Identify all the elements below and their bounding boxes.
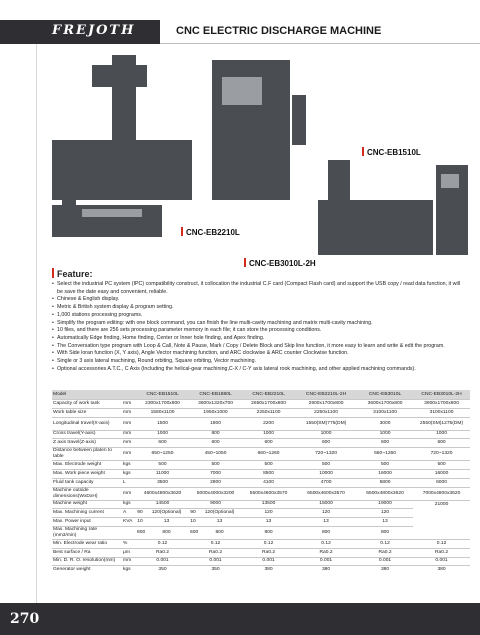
spec-cell: 120 bbox=[357, 509, 413, 518]
feature-item: • Automatically Edge finding, Home finding, Center or Inner hole finding, and Apex finding. bbox=[52, 335, 467, 343]
spec-cell: Ra0.2 bbox=[189, 548, 242, 557]
spec-cell: 1800 bbox=[189, 417, 242, 430]
spec-cell: 5500x4600x3570 bbox=[242, 487, 295, 500]
spec-cell: Max. Machining rate (mm3/min) bbox=[52, 526, 122, 539]
page-number: 270 bbox=[10, 611, 40, 627]
spec-cell: 1000 bbox=[357, 430, 413, 439]
spec-cell: 2250x1100 bbox=[295, 408, 357, 417]
spec-cell: 3100x1100 bbox=[413, 408, 470, 417]
spec-cell: 720~1320 bbox=[413, 448, 470, 461]
spec-cell: 4600x4800x3620 bbox=[136, 487, 189, 500]
spec-cell: 0.12 bbox=[242, 539, 295, 548]
spec-cell: 1000 bbox=[136, 430, 189, 439]
spec-cell: Max. Electrode weight bbox=[52, 461, 122, 470]
spec-cell: 800 bbox=[357, 526, 413, 539]
spec-cell: % bbox=[122, 539, 136, 548]
spec-cell: 380 bbox=[357, 566, 413, 574]
spec-cell: 0.12 bbox=[357, 539, 413, 548]
spec-cell: 2650x1700x800 bbox=[242, 400, 295, 409]
spec-cell: 14500 bbox=[136, 500, 189, 509]
spec-cell: 800 bbox=[189, 430, 242, 439]
spec-cell: 380 bbox=[413, 566, 470, 574]
spec-cell: Z axis travel(Z-axis) bbox=[52, 439, 122, 448]
spec-cell: A bbox=[122, 509, 136, 518]
machine-eb3010l-image bbox=[318, 160, 468, 255]
feature-heading: Feature: bbox=[52, 268, 93, 279]
spec-cell: 7000x4800x3620 bbox=[413, 487, 470, 500]
spec-cell: 0.12 bbox=[189, 539, 242, 548]
spec-cell: Ra0.2 bbox=[357, 548, 413, 557]
spec-cell: 600 bbox=[136, 439, 189, 448]
spec-cell: 660~1260 bbox=[242, 448, 295, 461]
spec-cell: L bbox=[122, 478, 136, 487]
spec-cell: 0.12 bbox=[413, 539, 470, 548]
spec-cell: 5000x4000x3200 bbox=[189, 487, 242, 500]
spec-cell: Cross travel(Y-axis) bbox=[52, 430, 122, 439]
spec-cell: 10000 bbox=[295, 469, 357, 478]
spec-cell: 13 bbox=[197, 518, 242, 527]
spec-cell: 500 bbox=[189, 461, 242, 470]
spec-table bbox=[52, 390, 470, 574]
spec-cell: 800 bbox=[242, 526, 295, 539]
spec-cell: 16000 bbox=[357, 469, 413, 478]
spec-cell: 600 bbox=[189, 526, 197, 539]
spec-cell: 10 bbox=[136, 518, 144, 527]
spec-cell: 800 bbox=[197, 526, 242, 539]
spec-cell: 500 bbox=[413, 461, 470, 470]
feature-item: • Simplify the program editing: with one block command, you can finish the line multi-cavity machining and matrix multi-cavity machining. bbox=[52, 320, 467, 328]
spec-cell: Longitudinal travel(X-axis) bbox=[52, 417, 122, 430]
spec-cell: Machine outside dimensions(WxDxH) bbox=[52, 487, 122, 500]
spec-cell: 0.001 bbox=[242, 557, 295, 566]
table-row bbox=[52, 487, 470, 500]
spec-cell: 0.001 bbox=[295, 557, 357, 566]
spec-cell: 10 bbox=[189, 518, 197, 527]
spec-cell: 0.12 bbox=[295, 539, 357, 548]
spec-cell: 600 bbox=[357, 439, 413, 448]
spec-cell: 120 bbox=[295, 509, 357, 518]
spec-cell: CNC-EB2210L-2H bbox=[295, 390, 357, 400]
spec-cell: 0.001 bbox=[189, 557, 242, 566]
spec-cell: 11000 bbox=[136, 469, 189, 478]
spec-cell: Max. Machining current bbox=[52, 509, 122, 518]
spec-cell: 5800 bbox=[357, 478, 413, 487]
footer-bar bbox=[0, 603, 480, 635]
spec-cell: 2550(SM)1275(DM) bbox=[413, 417, 470, 430]
table-row bbox=[52, 518, 470, 527]
spec-cell: 3100x1100 bbox=[357, 408, 413, 417]
spec-cell: 1000 bbox=[295, 430, 357, 439]
spec-cell: 120(Optional) bbox=[197, 509, 242, 518]
spec-cell: 600 bbox=[242, 439, 295, 448]
feature-item: • The Conversation type program with Loop & Call, Note & Pause, Mark / Copy / Delete Block and Skip line function, it more easy to learn and write & edit the program. bbox=[52, 343, 467, 351]
feature-item: • Single or 3 axis lateral machining, Round orbiting, Square orbiting, Vector machining. bbox=[52, 358, 467, 366]
spec-cell: 6500x4600x3570 bbox=[295, 487, 357, 500]
spec-cell: 3600x1700x800 bbox=[357, 400, 413, 409]
spec-cell: 120(Optional) bbox=[144, 509, 189, 518]
machine-eb2210l-image bbox=[52, 175, 177, 237]
spec-cell: 0.001 bbox=[413, 557, 470, 566]
table-row bbox=[52, 461, 470, 470]
spec-cell: Distance between platen to table bbox=[52, 448, 122, 461]
spec-cell: 2900x1700x800 bbox=[295, 400, 357, 409]
spec-cell: 500 bbox=[295, 461, 357, 470]
spec-cell: 1500 bbox=[136, 417, 189, 430]
table-row bbox=[52, 500, 470, 509]
spec-cell: 4700 bbox=[295, 478, 357, 487]
spec-cell: 13500 bbox=[242, 500, 295, 509]
spec-cell: Work table size bbox=[52, 408, 122, 417]
feature-item: • 10 files, and there are 256 sets processing parameter memory in each file; it can store the processing conditions. bbox=[52, 327, 467, 335]
spec-cell: 13 bbox=[144, 518, 189, 527]
table-row bbox=[52, 448, 470, 461]
spec-cell: Fluid tank capacity bbox=[52, 478, 122, 487]
spec-cell: 16000 bbox=[413, 469, 470, 478]
caption-eb1510l: CNC-EB1510L bbox=[362, 147, 421, 157]
spec-cell: 2200 bbox=[242, 417, 295, 430]
margin-rule bbox=[36, 44, 37, 604]
spec-cell: 350 bbox=[189, 566, 242, 574]
spec-cell: Max. Work piece weight bbox=[52, 469, 122, 478]
spec-cell: mm bbox=[122, 557, 136, 566]
spec-cell: 600 bbox=[295, 439, 357, 448]
spec-cell: 13 bbox=[295, 518, 357, 527]
feature-item: • Optional accessories A.T.C., C Axis (Including the helical-gear machining,C-X / C-Y axis lateral rook machining, and other applied machining commands). bbox=[52, 366, 467, 374]
spec-cell: 7000 bbox=[189, 469, 242, 478]
spec-cell: 90 bbox=[136, 509, 144, 518]
spec-cell: kgs bbox=[122, 469, 136, 478]
feature-list bbox=[52, 281, 467, 373]
spec-cell: Ra0.2 bbox=[413, 548, 470, 557]
spec-cell: Machine weight bbox=[52, 500, 122, 509]
spec-cell: 800 bbox=[295, 526, 357, 539]
spec-cell: mm bbox=[122, 439, 136, 448]
spec-cell: 720~1320 bbox=[295, 448, 357, 461]
spec-cell: 21000 bbox=[413, 500, 470, 509]
page-title: CNC ELECTRIC DISCHARGE MACHINE bbox=[176, 25, 382, 37]
table-row bbox=[52, 417, 470, 430]
spec-cell: 650~1250 bbox=[136, 448, 189, 461]
spec-cell: 13 bbox=[357, 518, 413, 527]
spec-cell: 0.001 bbox=[357, 557, 413, 566]
table-row bbox=[52, 509, 470, 518]
table-row bbox=[52, 430, 470, 439]
spec-cell: Min. D. R. O. resolution(mm) bbox=[52, 557, 122, 566]
feature-item: • Metric & British system display & program setting. bbox=[52, 304, 467, 312]
spec-cell: 4100 bbox=[242, 478, 295, 487]
spec-cell: 15000 bbox=[295, 500, 357, 509]
spec-cell: Best surface / Ra bbox=[52, 548, 122, 557]
spec-cell: 380 bbox=[295, 566, 357, 574]
spec-cell: mm bbox=[122, 487, 136, 500]
caption-eb2210l: CNC-EB2210L bbox=[181, 227, 240, 237]
table-row bbox=[52, 526, 470, 539]
spec-cell: Max. Power input bbox=[52, 518, 122, 527]
feature-item: • 1,000 stations processing programs. bbox=[52, 312, 467, 320]
spec-cell: Generator weight bbox=[52, 566, 122, 574]
spec-cell bbox=[122, 526, 136, 539]
spec-cell: KVA bbox=[122, 518, 136, 527]
spec-cell: 6500x4800x3620 bbox=[357, 487, 413, 500]
spec-cell: CNC-EB1880L bbox=[189, 390, 242, 400]
spec-cell: mm bbox=[122, 408, 136, 417]
spec-cell: CNC-EB2210L bbox=[242, 390, 295, 400]
spec-cell: 800 bbox=[136, 526, 144, 539]
spec-cell: 450~1050 bbox=[189, 448, 242, 461]
table-row bbox=[52, 439, 470, 448]
spec-cell: 1950x1000 bbox=[189, 408, 242, 417]
table-row bbox=[52, 539, 470, 548]
spec-cell: 600 bbox=[189, 439, 242, 448]
table-row bbox=[52, 557, 470, 566]
spec-cell: 500 bbox=[357, 461, 413, 470]
spec-cell: kgs bbox=[122, 500, 136, 509]
spec-cell: 2300x1700x800 bbox=[136, 400, 189, 409]
spec-cell: CNC-EB3010L-2H bbox=[413, 390, 470, 400]
spec-cell: 3900x1700x800 bbox=[413, 400, 470, 409]
spec-cell: Ra0.2 bbox=[295, 548, 357, 557]
spec-cell: Model bbox=[52, 390, 122, 400]
table-row bbox=[52, 548, 470, 557]
spec-cell: Ra0.2 bbox=[242, 548, 295, 557]
spec-cell: 600 bbox=[413, 439, 470, 448]
caption-eb3010l: CNC-EB3010L-2H bbox=[244, 258, 316, 268]
spec-cell: 0.001 bbox=[136, 557, 189, 566]
spec-cell: mm bbox=[122, 417, 136, 430]
spec-cell: CNC-EB3010L bbox=[357, 390, 413, 400]
spec-cell: 3600x1320x700 bbox=[189, 400, 242, 409]
spec-cell: 90 bbox=[189, 509, 197, 518]
spec-cell: kgs bbox=[122, 566, 136, 574]
spec-cell: 3000 bbox=[357, 417, 413, 430]
table-row bbox=[52, 469, 470, 478]
spec-cell: 1550(SM)775(DM) bbox=[295, 417, 357, 430]
table-row bbox=[52, 478, 470, 487]
header-rule bbox=[160, 43, 480, 44]
spec-cell: kgs bbox=[122, 461, 136, 470]
table-row bbox=[52, 400, 470, 409]
spec-cell: 19000 bbox=[357, 500, 413, 509]
spec-cell: 2800 bbox=[189, 478, 242, 487]
spec-cell: 0.12 bbox=[136, 539, 189, 548]
spec-cell: 9000 bbox=[189, 500, 242, 509]
spec-cell: 120 bbox=[242, 509, 295, 518]
table-row bbox=[52, 390, 470, 400]
spec-cell: 1000 bbox=[413, 430, 470, 439]
spec-cell: 500 bbox=[136, 461, 189, 470]
spec-cell bbox=[122, 390, 136, 400]
brand-logo: FREJOTH bbox=[52, 23, 136, 38]
spec-cell: 2250x1100 bbox=[242, 408, 295, 417]
spec-cell: Min. Electrode wear ratio bbox=[52, 539, 122, 548]
spec-cell: 1000 bbox=[242, 430, 295, 439]
feature-item: • Chinese & English display. bbox=[52, 296, 467, 304]
spec-cell: 800 bbox=[144, 526, 189, 539]
spec-cell: 13 bbox=[242, 518, 295, 527]
table-row bbox=[52, 566, 470, 574]
spec-cell: Ra0.2 bbox=[136, 548, 189, 557]
table-row bbox=[52, 408, 470, 417]
spec-cell: mm bbox=[122, 448, 136, 461]
spec-cell: 3500 bbox=[136, 478, 189, 487]
spec-cell: 1580x1100 bbox=[136, 408, 189, 417]
spec-cell: 660~1260 bbox=[357, 448, 413, 461]
spec-cell: 6000 bbox=[413, 478, 470, 487]
feature-item: • With Side loran function (X, Y axis), Angle Vector machining function, and ARC clockwise & ARC counter Clockwise function. bbox=[52, 350, 467, 358]
spec-cell: CNC-EB1510L bbox=[136, 390, 189, 400]
spec-cell: mm bbox=[122, 400, 136, 409]
spec-cell: 380 bbox=[242, 566, 295, 574]
spec-cell: 500 bbox=[242, 461, 295, 470]
spec-cell: 8500 bbox=[242, 469, 295, 478]
spec-cell: μm bbox=[122, 548, 136, 557]
spec-cell: mm bbox=[122, 430, 136, 439]
spec-cell: Capacity of work tank bbox=[52, 400, 122, 409]
spec-cell: 350 bbox=[136, 566, 189, 574]
feature-item: • Select the industrial PC system (IPC) compatibility construct, it collocation the industrial C.F card (Compact Flash card) and support the USB copy / read data function, it will be save the date easy and convenient, reliable. bbox=[52, 281, 467, 296]
